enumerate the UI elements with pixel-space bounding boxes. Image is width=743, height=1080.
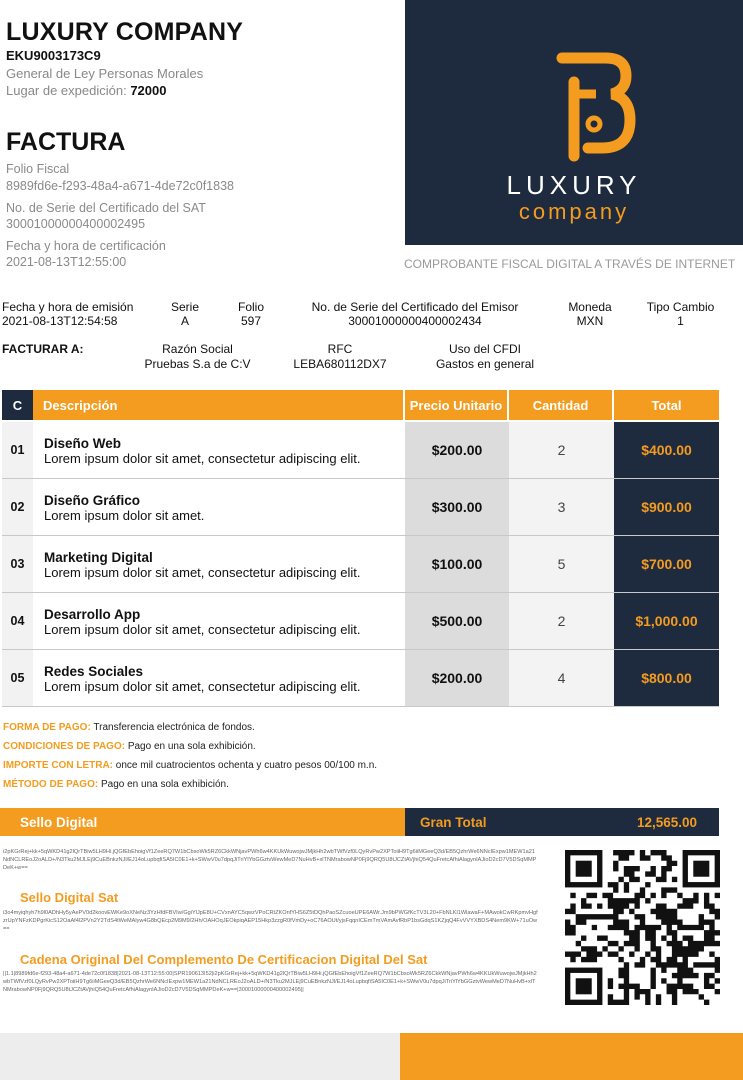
- fecha-emision-label: Fecha y hora de emisión: [2, 300, 134, 314]
- row-quantity: 4: [509, 650, 614, 706]
- row-title: Marketing Digital: [44, 550, 153, 565]
- condiciones-value: Pago en una sola exhibición.: [127, 741, 256, 752]
- row-total: $700.00: [614, 536, 719, 592]
- row-description: [33, 536, 405, 592]
- row-title: Desarrollo App: [44, 607, 141, 622]
- cert-date-value: 2021-08-13T12:55:00: [6, 255, 127, 269]
- tipo-cambio-value: 1: [677, 314, 684, 328]
- row-number: 04: [2, 593, 33, 649]
- row-quantity: 5: [509, 536, 614, 592]
- cadena-title: Cadena Original Del Complemento De Certificacion Digital Del Sat: [20, 952, 428, 967]
- brand-panel: [405, 0, 743, 245]
- folio-label: Folio: [237, 300, 264, 314]
- folio-fiscal-label: Folio Fiscal: [6, 162, 70, 176]
- row-title: Redes Sociales: [44, 664, 144, 679]
- footer-orange-band: [400, 1033, 743, 1080]
- grand-total-value: 12,565.00: [636, 815, 697, 830]
- header-price: Precio Unitario: [405, 390, 507, 420]
- cert-emisor-label: No. de Serie del Certificado del Emisor: [311, 300, 519, 314]
- uso-cfdi-label: Uso del CFDI: [448, 342, 522, 356]
- brand-word-luxury: LUXURY: [506, 170, 642, 200]
- row-total: $900.00: [614, 479, 719, 535]
- row-quantity: 3: [509, 479, 614, 535]
- issuer-rfc: EKU9003173C9: [6, 48, 101, 63]
- row-text: Lorem ipsum dolor sit amet, consectetur adipiscing elit.: [44, 622, 361, 637]
- row-text: Lorem ipsum dolor sit amet, consectetur adipiscing elit.: [44, 451, 361, 466]
- row-title: Diseño Gráfico: [44, 493, 141, 508]
- cfdi-caption: COMPROBANTE FISCAL DIGITAL A TRAVÉS DE INTERNET: [404, 257, 736, 271]
- table-row: [2, 422, 719, 479]
- cert-emisor-value: 30001000000400002434: [348, 314, 482, 328]
- issuer-regimen: General de Ley Personas Morales: [6, 66, 204, 81]
- document-title: FACTURA: [6, 128, 126, 156]
- row-number: 01: [2, 422, 33, 478]
- importe-label: IMPORTE CON LETRA:: [3, 760, 113, 771]
- sello-digital-text: i2pKGrRej+kk+5qWKD41g2lQrTBiw5LH9Hi.jQGfEbEhoigVf1ZeeRQ7W1bCbsoWk5RZ6CkkWNjavPWh6w4KKUkWuwojwJMjkHh2wbTWfVzf0LQyRvPw2XPToiiH9Tg6iiMGeeQ3d/EB5QzhrWe6NNcIExpw1MEW1a21NdNCLREoJ2oALD+/N3Tku2MJLEj9CuEBnkzNJl/EJ14oLupbqfiSA5IC0E1+k+SWwV0u7dpqJiTriYlYbGGztvWewMeD7NuHvB+xlTNMrabowNP0Fj9QRQ5U8tJCZtAVjhiQ54QuFretcAfhiAlagynIAJioD2cD7V5DSqMMPDeK+w==: [3, 849, 537, 871]
- moneda-value: MXN: [576, 314, 604, 328]
- table-row: [2, 479, 719, 536]
- table-row: [2, 536, 719, 593]
- grand-total-bar: [405, 808, 719, 836]
- razon-social-label: Razón Social: [162, 342, 233, 356]
- issuer-name: LUXURY COMPANY: [6, 18, 244, 46]
- brand-word-company: company: [518, 199, 630, 224]
- header-quantity: Cantidad: [509, 390, 612, 420]
- header-description: Descripción: [33, 390, 403, 420]
- metodo-label: MÉTODO DE PAGO:: [3, 779, 99, 790]
- condiciones-label: CONDICIONES DE PAGO:: [3, 741, 126, 752]
- row-text: Lorem ipsum dolor sit amet.: [44, 508, 205, 523]
- tipo-cambio-label: Tipo Cambio: [646, 300, 715, 314]
- sello-sat-title: Sello Digital Sat: [20, 890, 119, 905]
- uso-cfdi-value: Gastos en general: [435, 357, 535, 371]
- cert-sat-label: No. de Serie del Certificado del SAT: [6, 201, 206, 215]
- row-quantity: 2: [509, 422, 614, 478]
- bill-to-label: FACTURAR A:: [2, 342, 84, 356]
- cert-sat-value: 30001000000400002495: [6, 217, 146, 231]
- row-description: [33, 593, 405, 649]
- row-total: $1,000.00: [614, 593, 719, 649]
- serie-label: Serie: [170, 300, 199, 314]
- row-title: Diseño Web: [44, 436, 122, 451]
- table-row: [2, 593, 719, 650]
- row-text: Lorem ipsum dolor sit amet, consectetur adipiscing elit.: [44, 679, 361, 694]
- header-total: Total: [614, 390, 719, 420]
- row-description: [33, 422, 405, 478]
- folio-value: 597: [240, 314, 262, 328]
- row-quantity: 2: [509, 593, 614, 649]
- forma-pago: [3, 722, 255, 733]
- sello-sat-text: i3o4myiqhyh7h9l0ADhHy5yAePV0d2koovEWKe9oXNeNz3YzHfdFBVIw/GgiYlJpE8U+CVxnAYC5qwzVPoCRtZKOnfYHS6Z5tDQhPaoSZcuoeUPE6AWr.Jm9bPWGfKcTV3L20+FbNLKl1WlawaF+MAwokCwRKpmvHgfzrUpYNFzKDPgrKicS12OaAf4l2PVn2Y2TdS4tWeMAlyw4G8bQEcp2M9M9/2Hh/OAHOqJEOkpiqAEP15Hkp3zzgR0fVmDy+oC76AOUt/yjsFqqnICEmTmVAmAvfRbP1bsGdqS1KZjqQ4FvVVYXBDS4Nem9KW+71uOw==: [3, 910, 538, 932]
- row-price: $100.00: [405, 536, 509, 592]
- row-price: $500.00: [405, 593, 509, 649]
- row-number: 05: [2, 650, 33, 706]
- lugar-expedicion: [6, 83, 166, 98]
- row-number: 03: [2, 536, 33, 592]
- importe-value: once mil cuatrocientos ochenta y cuatro pesos 00/100 m.n.: [115, 760, 378, 771]
- moneda-label: Moneda: [568, 300, 612, 314]
- sello-digital-label: Sello Digital: [0, 808, 405, 836]
- forma-pago-label: FORMA DE PAGO:: [3, 722, 91, 733]
- row-total: $800.00: [614, 650, 719, 706]
- header-c: C: [2, 390, 33, 420]
- condiciones-pago: [3, 741, 256, 752]
- cert-date-label: Fecha y hora de certificación: [6, 239, 166, 253]
- table-row: [2, 650, 719, 707]
- row-price: $200.00: [405, 650, 509, 706]
- row-price: $300.00: [405, 479, 509, 535]
- importe-letra: [3, 760, 377, 771]
- forma-pago-value: Transferencia electrónica de fondos.: [93, 722, 255, 733]
- row-total: $400.00: [614, 422, 719, 478]
- client-rfc-value: LEBA680112DX7: [293, 357, 387, 371]
- lugar-value: 72000: [130, 83, 167, 98]
- fecha-emision-value: 2021-08-13T12:54:58: [2, 314, 118, 328]
- brand-logo-icon: [556, 52, 636, 162]
- row-text: Lorem ipsum dolor sit amet, consectetur adipiscing elit.: [44, 565, 361, 580]
- row-number: 02: [2, 479, 33, 535]
- razon-social-value: Pruebas S.a de C:V: [144, 357, 251, 371]
- row-price: $200.00: [405, 422, 509, 478]
- footer-gray-band: [0, 1033, 400, 1080]
- serie-value: A: [180, 314, 189, 328]
- metodo-pago: [3, 779, 229, 790]
- qr-code-icon: [565, 850, 720, 1005]
- row-description: [33, 650, 405, 706]
- folio-fiscal-value: 8989fd6e-f293-48a4-a671-4de72c0f1838: [6, 179, 234, 193]
- grand-total-label: Gran Total: [420, 815, 487, 830]
- row-description: [33, 479, 405, 535]
- client-rfc-label: RFC: [327, 342, 353, 356]
- metodo-value: Pago en una sola exhibición.: [100, 779, 229, 790]
- cadena-text: ||1.1|8989fd6e-f293-48a4-a671-4de72c0f1838|2021-08-13T12:55:00|SPR190613I52|i2pKGrRej+kk+5qWKD41g2lQrTBiw5LH9Hi.jQGfEbEhoigVf1ZeeRQ7W1bCbsoWk5RZ6CkkWNjavPWh6w4KKUkWuwojwJMjkHh2wbTWfVzf0LQyRvPw2XPToiiH9Tg6iiMGeeQ3d/EB5QzhrWe6NNcIExpw1MEW1a21NdNCLREoJ2oALD+/N3Tku2MJLEj9CuEBnkzNJl/EJ14oLupbqfiSA5IC0E1+k+SWwV0u7dpqJiTriYlYbGGztvWewMeD7NuHvB+xlTNMrabowNP0Fj9QRQ5U8tJCZtAVjhiQ54QuFretcAfhiAlagynIAJioD2cD7V5DSqMMPDeK+w==|30001000000400002495||: [3, 971, 537, 993]
- lugar-label: Lugar de expedición:: [6, 83, 127, 98]
